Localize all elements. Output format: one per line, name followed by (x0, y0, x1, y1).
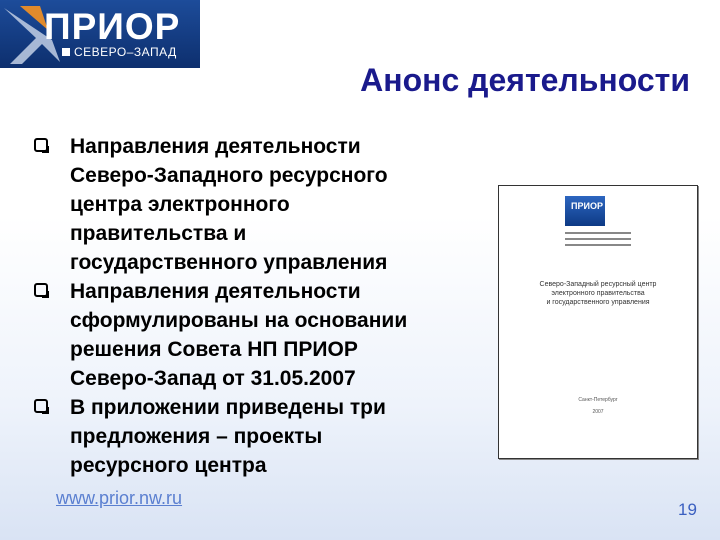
bullet-line: государственного управления (70, 251, 388, 274)
document-header-lines (565, 232, 631, 250)
bullet-list (34, 132, 474, 480)
website-link[interactable]: www.prior.nw.ru (56, 488, 183, 508)
bullet-line: предложения – проекты (70, 425, 323, 448)
logo-subtitle: СЕВЕРО–ЗАПАД (74, 45, 177, 59)
document-logo (565, 196, 605, 226)
document-thumbnail (498, 185, 698, 459)
bullet-line: решения Совета НП ПРИОР (70, 338, 358, 361)
checkbox-bullet-icon (34, 283, 48, 297)
logo-square-icon (62, 48, 70, 56)
bullet-item (34, 132, 474, 277)
document-city: Санкт-Петербург (578, 397, 618, 403)
bullet-item (34, 277, 474, 393)
checkbox-bullet-icon (34, 399, 48, 413)
page-number: 19 (678, 500, 697, 519)
bullet-line: центра электронного (70, 193, 290, 216)
logo-name: ПРИОР (44, 6, 181, 47)
slide-title: Анонс деятельности (360, 62, 690, 98)
document-year: 2007 (592, 409, 604, 415)
bullet-line: Северо-Западного ресурсного (70, 164, 388, 187)
bullet-line: ресурсного центра (70, 454, 267, 477)
document-title (507, 280, 689, 307)
bullet-line: Направления деятельности (70, 135, 361, 158)
bullet-item (34, 393, 474, 480)
document-title-line: электронного правительства (551, 290, 645, 297)
prior-logo (0, 0, 200, 68)
document-title-line: и государственного управления (546, 299, 650, 306)
bullet-line: сформулированы на основании (70, 309, 408, 332)
document-logo-text: ПРИОР (571, 201, 603, 211)
bullet-line: Направления деятельности (70, 280, 361, 303)
bullet-line: правительства и (70, 222, 247, 245)
bullet-line: В приложении приведены три (70, 396, 386, 419)
checkbox-bullet-icon (34, 138, 48, 152)
bullet-line: Северо-Запад от 31.05.2007 (70, 367, 356, 390)
document-title-line: Северо-Западный ресурсный центр (539, 281, 657, 288)
